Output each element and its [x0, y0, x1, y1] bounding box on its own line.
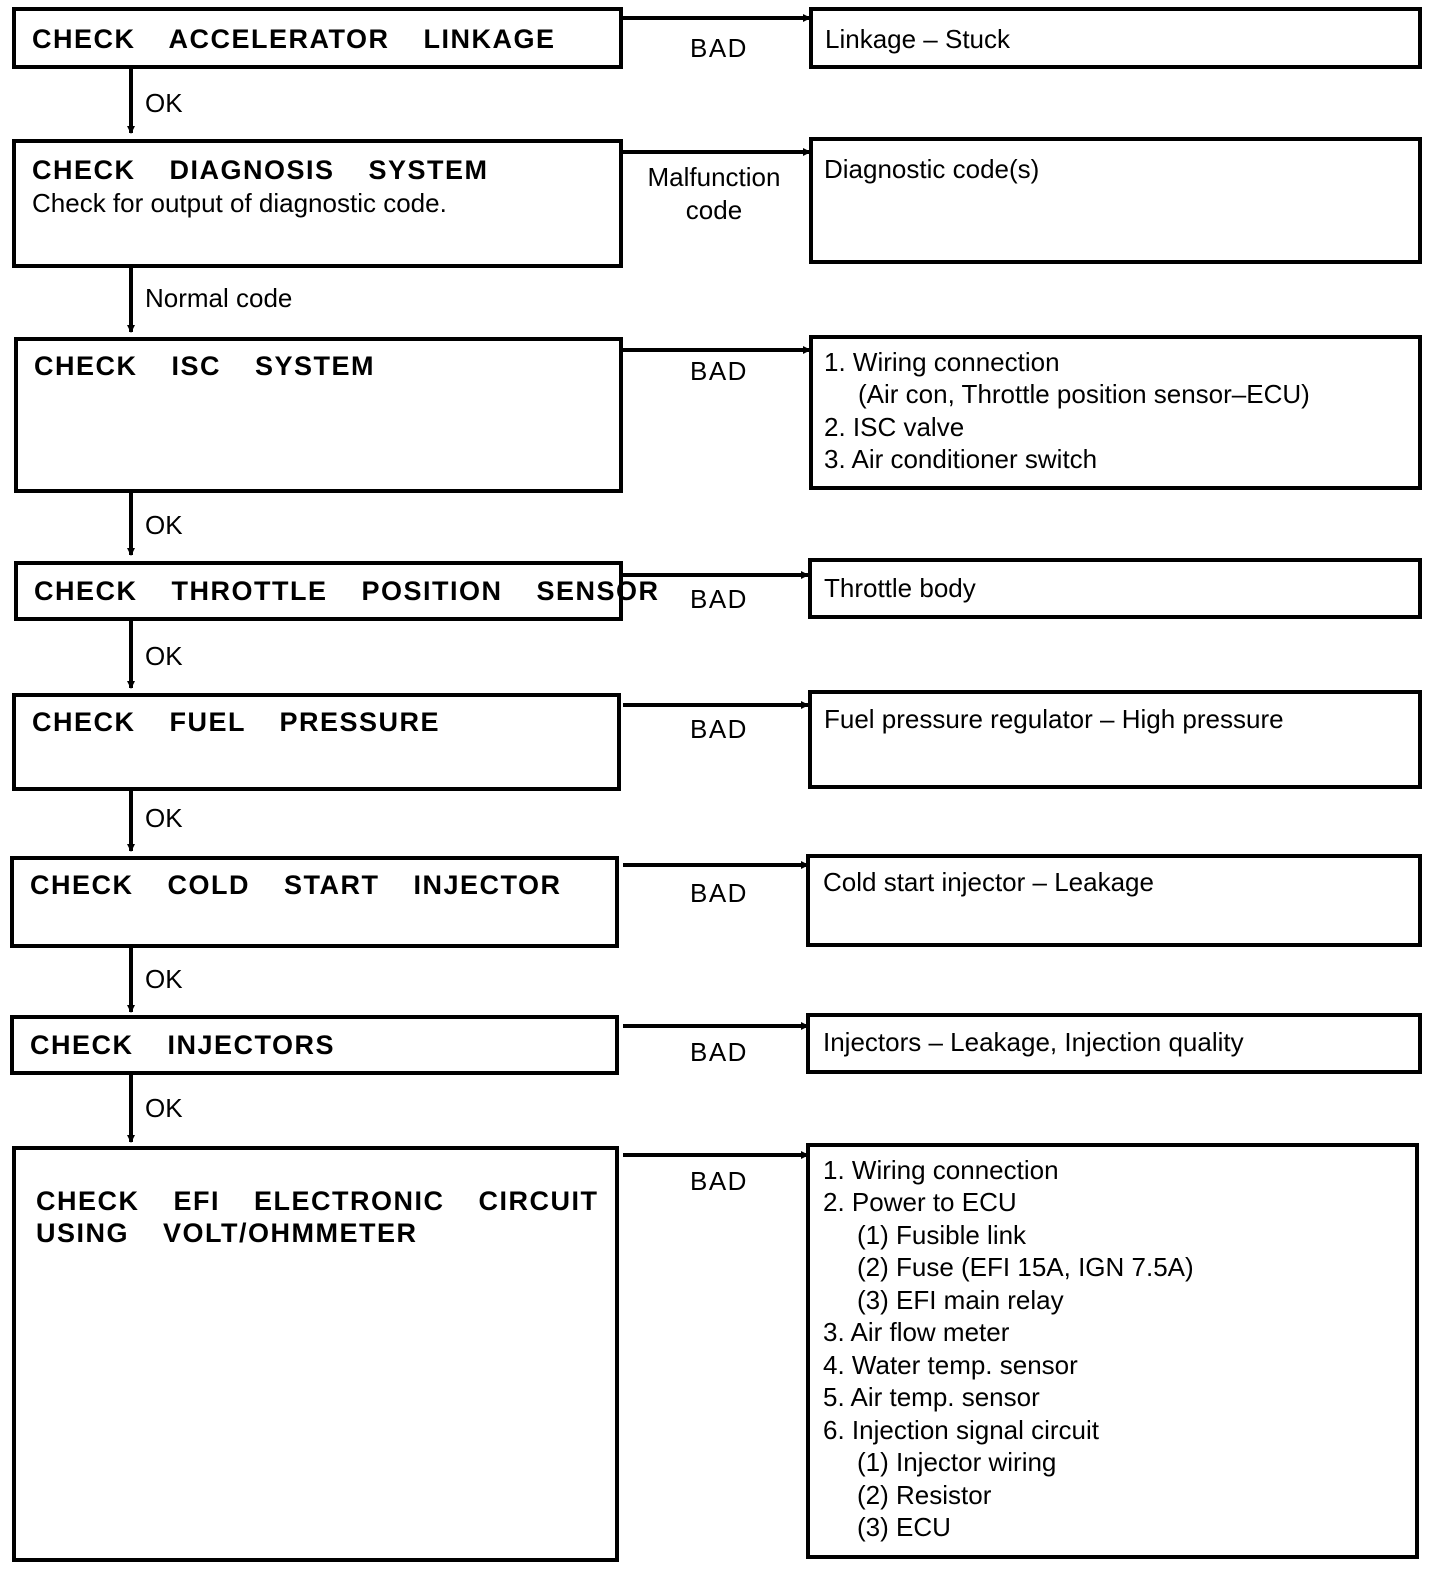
- result-box-cold-start-injector: [806, 854, 1422, 947]
- step-subtitle: Check for output of diagnostic code.: [32, 188, 447, 218]
- result-item: 2. Power to ECU: [823, 1187, 1017, 1217]
- step-title-line-2: USING VOLT/OHMMETER: [36, 1218, 418, 1248]
- result-text: Fuel pressure regulator – High pressure: [824, 704, 1284, 734]
- result-item: 1. Wiring connection: [823, 1155, 1059, 1185]
- ok-label: OK: [145, 964, 183, 994]
- result-subitem: (1) Fusible link: [857, 1220, 1027, 1250]
- bad-label: BAD: [690, 714, 748, 744]
- result-box-efi-circuit: [806, 1143, 1419, 1559]
- malfunction-label: Malfunction: [647, 162, 781, 192]
- result-box-isc: [809, 335, 1422, 490]
- result-subitem: (2) Resistor: [857, 1480, 992, 1510]
- step-box-diagnosis-system: [12, 139, 623, 268]
- normal-code-label: Normal code: [145, 283, 293, 313]
- bad-label: BAD: [690, 356, 748, 386]
- result-subitem: (3) EFI main relay: [857, 1285, 1064, 1315]
- step-box-isc-system: [14, 337, 623, 493]
- ok-label: OK: [145, 88, 183, 118]
- result-item: (Air con, Throttle position sensor–ECU): [858, 379, 1310, 409]
- step-box-cold-start-injector: [10, 856, 619, 948]
- ok-label: OK: [145, 510, 183, 540]
- step-box-fuel-pressure: [12, 693, 621, 791]
- result-text: Injectors – Leakage, Injection quality: [823, 1027, 1244, 1057]
- step-title: CHECK COLD START INJECTOR: [30, 870, 562, 900]
- result-item: 4. Water temp. sensor: [823, 1350, 1078, 1380]
- result-item: 2. ISC valve: [824, 412, 965, 442]
- result-text: Linkage – Stuck: [825, 24, 1011, 54]
- step-title: CHECK ACCELERATOR LINKAGE: [32, 24, 556, 54]
- bad-label: BAD: [690, 584, 748, 614]
- result-box-fuel-pressure-regulator: [808, 690, 1422, 789]
- result-text: Throttle body: [824, 573, 976, 603]
- bad-label: BAD: [690, 1166, 748, 1196]
- result-item: 6. Injection signal circuit: [823, 1415, 1100, 1445]
- bad-label: BAD: [690, 33, 748, 63]
- result-box-linkage: [809, 7, 1422, 69]
- step-title: CHECK FUEL PRESSURE: [32, 707, 441, 737]
- ok-label: OK: [145, 641, 183, 671]
- step-box-throttle-position-sensor: [14, 561, 660, 621]
- result-item: 3. Air flow meter: [823, 1317, 1010, 1347]
- result-subitem: (1) Injector wiring: [857, 1447, 1057, 1477]
- malfunction-label-code: code: [685, 195, 743, 225]
- result-subitem: (3) ECU: [857, 1512, 951, 1542]
- bad-label: BAD: [690, 1037, 748, 1067]
- result-box-injectors: [806, 1013, 1422, 1074]
- step-box-efi-electronic-circuit: [12, 1146, 619, 1562]
- step-title: CHECK INJECTORS: [30, 1030, 336, 1060]
- step-title-line-1: CHECK EFI ELECTRONIC CIRCUIT: [36, 1186, 599, 1216]
- result-item: 3. Air conditioner switch: [824, 444, 1098, 474]
- step-box-injectors: [10, 1015, 619, 1075]
- step-title: CHECK ISC SYSTEM: [34, 351, 376, 381]
- result-text: Cold start injector – Leakage: [823, 867, 1154, 897]
- ok-label: OK: [145, 803, 183, 833]
- ok-label: OK: [145, 1093, 183, 1123]
- result-text: Diagnostic code(s): [824, 154, 1040, 184]
- bad-label: BAD: [690, 878, 748, 908]
- result-subitem: (2) Fuse (EFI 15A, IGN 7.5A): [857, 1252, 1194, 1282]
- result-item: 5. Air temp. sensor: [823, 1382, 1040, 1412]
- step-title: CHECK DIAGNOSIS SYSTEM: [32, 155, 489, 185]
- result-box-throttle-body: [808, 558, 1422, 619]
- result-box-diagnostic-codes: [809, 137, 1422, 264]
- result-item: 1. Wiring connection: [824, 347, 1060, 377]
- step-title: CHECK THROTTLE POSITION SENSOR: [34, 576, 660, 606]
- step-box-accelerator-linkage: [12, 7, 623, 69]
